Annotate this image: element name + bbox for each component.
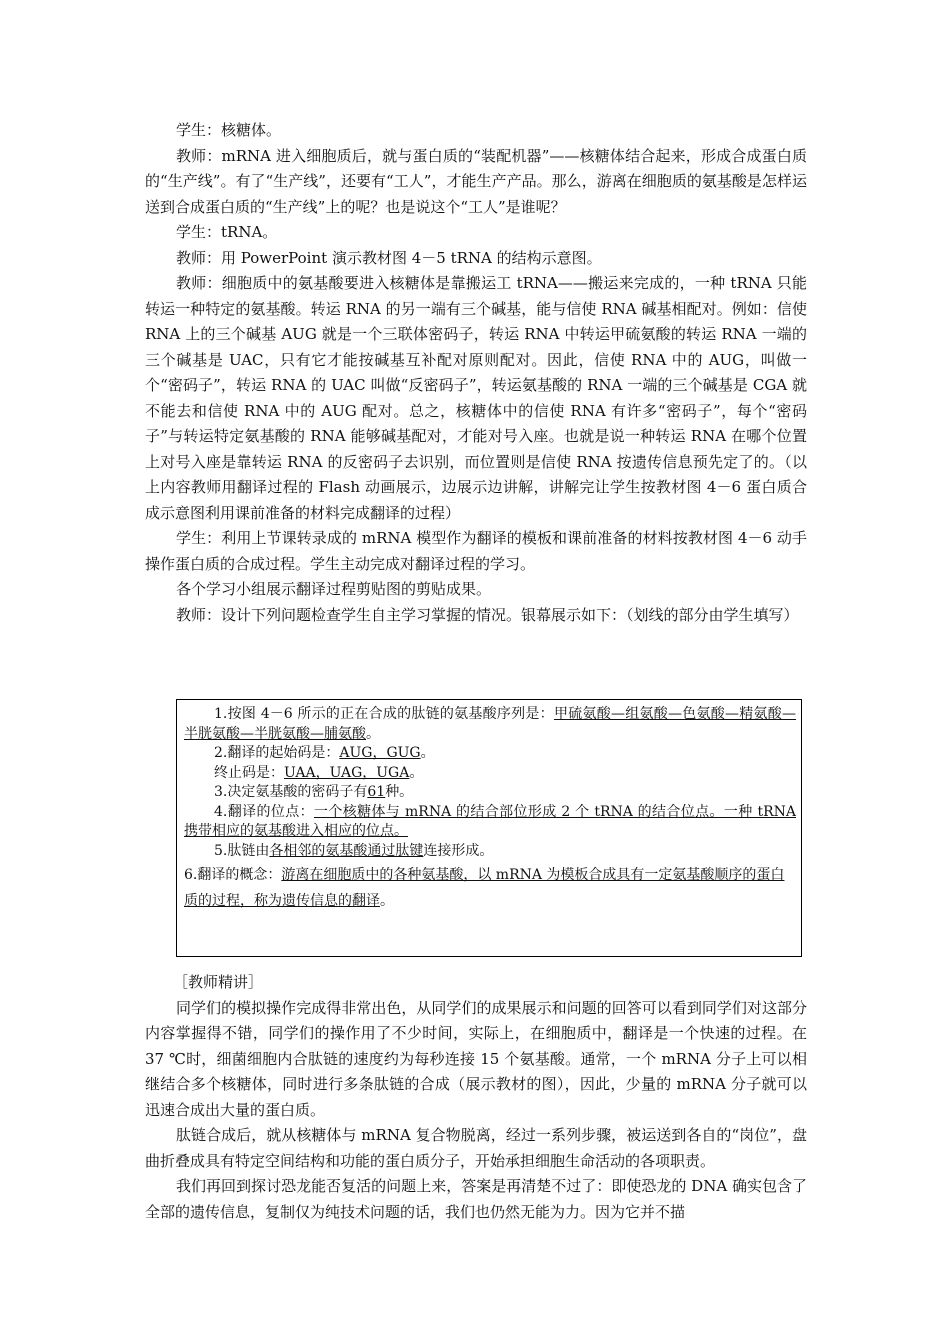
question-6: 6.翻译的概念：游离在细胞质中的各种氨基酸，以 mRNA 为模板合成具有一定氨基酸顺序的蛋白质的过程，称为遗传信息的翻译。	[184, 867, 785, 909]
answer-4: 一个核糖体与 mRNA 的结合部位形成 2 个 tRNA 的结合位点。一种 tRNA 携带相应的氨基酸进入相应的位点。	[184, 803, 796, 839]
paragraph-groups: 各个学习小组展示翻译过程剪贴图的剪贴成果。	[176, 580, 492, 598]
paragraph-teacher-mrna: 教师：mRNA 进入细胞质后，就与蛋白质的“装配机器”——核糖体结合起来，形成合成蛋白质的“生产线”。有了“生产线”，还要有“工人”，才能生产产品。那么，游离在细胞质的氨基酸是怎样运送到合成蛋白质的“生产线”上的呢？也是说这个“工人”是谁呢？	[145, 146, 807, 216]
paragraph-student-model: 学生：利用上节课转录成的 mRNA 模型作为翻译的模板和课前准备的材料按教材图 4－6 动手操作蛋白质的合成过程。学生主动完成对翻译过程的学习。	[145, 529, 807, 573]
section-heading-teacher-lecture: ［教师精讲］	[173, 973, 264, 991]
paragraph-student-trna: 学生：tRNA。	[176, 223, 278, 241]
paragraph-teacher-powerpoint: 教师：用 PowerPoint 演示教材图 4－5 tRNA 的结构示意图。	[176, 248, 602, 267]
paragraph-student-ribosome: 学生：核糖体。	[176, 121, 282, 139]
question-1: 1.按图 4－6 所示的正在合成的肽链的氨基酸序列是：甲硫氨酸—组氨酸—色氨酸—精氨酸—半胱氨酸—半胱氨酸—脯氨酸。	[184, 706, 797, 742]
lesson-text-bottom	[145, 970, 807, 1225]
question-box	[176, 699, 802, 957]
paragraph-lecture-speed: 同学们的模拟操作完成得非常出色，从同学们的成果展示和问题的回答可以看到同学们对这部分内容掌握得不错，同学们的操作用了不少时间，实际上，在细胞质中，翻译是一个快速的过程。在 37 ℃时，细菌细胞内合肽链的速度约为每秒连接 15 个氨基酸。通常，一个 mRNA 分子上可以相继结合多个核糖体，同时进行多条肽链的合成（展示教材的图），因此，少量的 mRNA 分子就可以迅速合成出大量的蛋白质。	[145, 998, 807, 1119]
question-2b: 终止码是：UAA，UAG，UGA。	[214, 764, 424, 781]
paragraph-lecture-dinosaur: 我们再回到探讨恐龙能否复活的问题上来，答案是再清楚不过了：即使恐龙的 DNA 确实包含了全部的遗传信息，复制仅为纯技术问题的话，我们也仍然无能为力。因为它并不描	[145, 1177, 807, 1221]
question-5: 5.肽链由各相邻的氨基酸通过肽键连接形成。	[214, 842, 494, 859]
question-4: 4.翻译的位点：一个核糖体与 mRNA 的结合部位形成 2 个 tRNA 的结合位点。一种 tRNA 携带相应的氨基酸进入相应的位点。	[184, 803, 796, 839]
answer-3: 61	[367, 784, 386, 800]
lesson-text-top	[145, 118, 807, 628]
question-2: 2.翻译的起始码是：AUG，GUG。	[214, 745, 435, 761]
question-3: 3.决定氨基酸的密码子有61种。	[214, 784, 414, 800]
paragraph-teacher-trna-explanation: 教师：细胞质中的氨基酸要进入核糖体是靠搬运工 tRNA——搬运来完成的，一种 tRNA 只能转运一种特定的氨基酸。转运 RNA 的另一端有三个碱基，能与信使 RNA 碱基相配对。例如：信使 RNA 上的三个碱基 AUG 就是一个三联体密码子，转运 RNA 中转运甲硫氨酸的转运 RNA 一端的三个碱基是 UAC，只有它才能按碱基互补配对原则配对。因此，信使 RNA 中的 AUG，叫做一个“密码子”，转运 RNA 的 UAC 叫做“反密码子”，转运氨基酸的 RNA 一端的三个碱基是 CGA 就不能去和信使 RNA 中的 AUG 配对。总之，核糖体中的信使 RNA 有许多“密码子”，每个“密码子”与转运特定氨基酸的 RNA 能够碱基配对，才能对号入座。也就是说一种转运 RNA 在哪个位置上对号入座是靠转运 RNA 的反密码子去识别，而位置则是信使 RNA 按遗传信息预先定了的。（以上内容教师用翻译过程的 Flash 动画展示，边展示边讲解，讲解完让学生按教材图 4－6 蛋白质合成示意图利用课前准备的材料完成翻译的过程）	[145, 274, 807, 522]
answer-6: 游离在细胞质中的各种氨基酸，以 mRNA 为模板合成具有一定氨基酸顺序的蛋白质的过程，称为遗传信息的翻译	[184, 867, 785, 909]
answer-1: 甲硫氨酸—组氨酸—色氨酸—精氨酸—半胱氨酸—半胱氨酸—脯氨酸	[184, 706, 797, 742]
paragraph-teacher-questions: 教师：设计下列问题检查学生自主学习掌握的情况。银幕展示如下：（划线的部分由学生填写）	[176, 605, 799, 624]
answer-5: 各相邻的氨基酸通过肽键	[269, 842, 424, 859]
paragraph-lecture-folding: 肽链合成后，就从核糖体与 mRNA 复合物脱离，经过一系列步骤，被运送到各自的“岗位”，盘曲折叠成具有特定空间结构和功能的蛋白质分子，开始承担细胞生命活动的各项职责。	[145, 1126, 807, 1170]
answer-2b: UAA，UAG，UGA	[284, 764, 410, 781]
answer-2: AUG，GUG	[339, 745, 421, 761]
